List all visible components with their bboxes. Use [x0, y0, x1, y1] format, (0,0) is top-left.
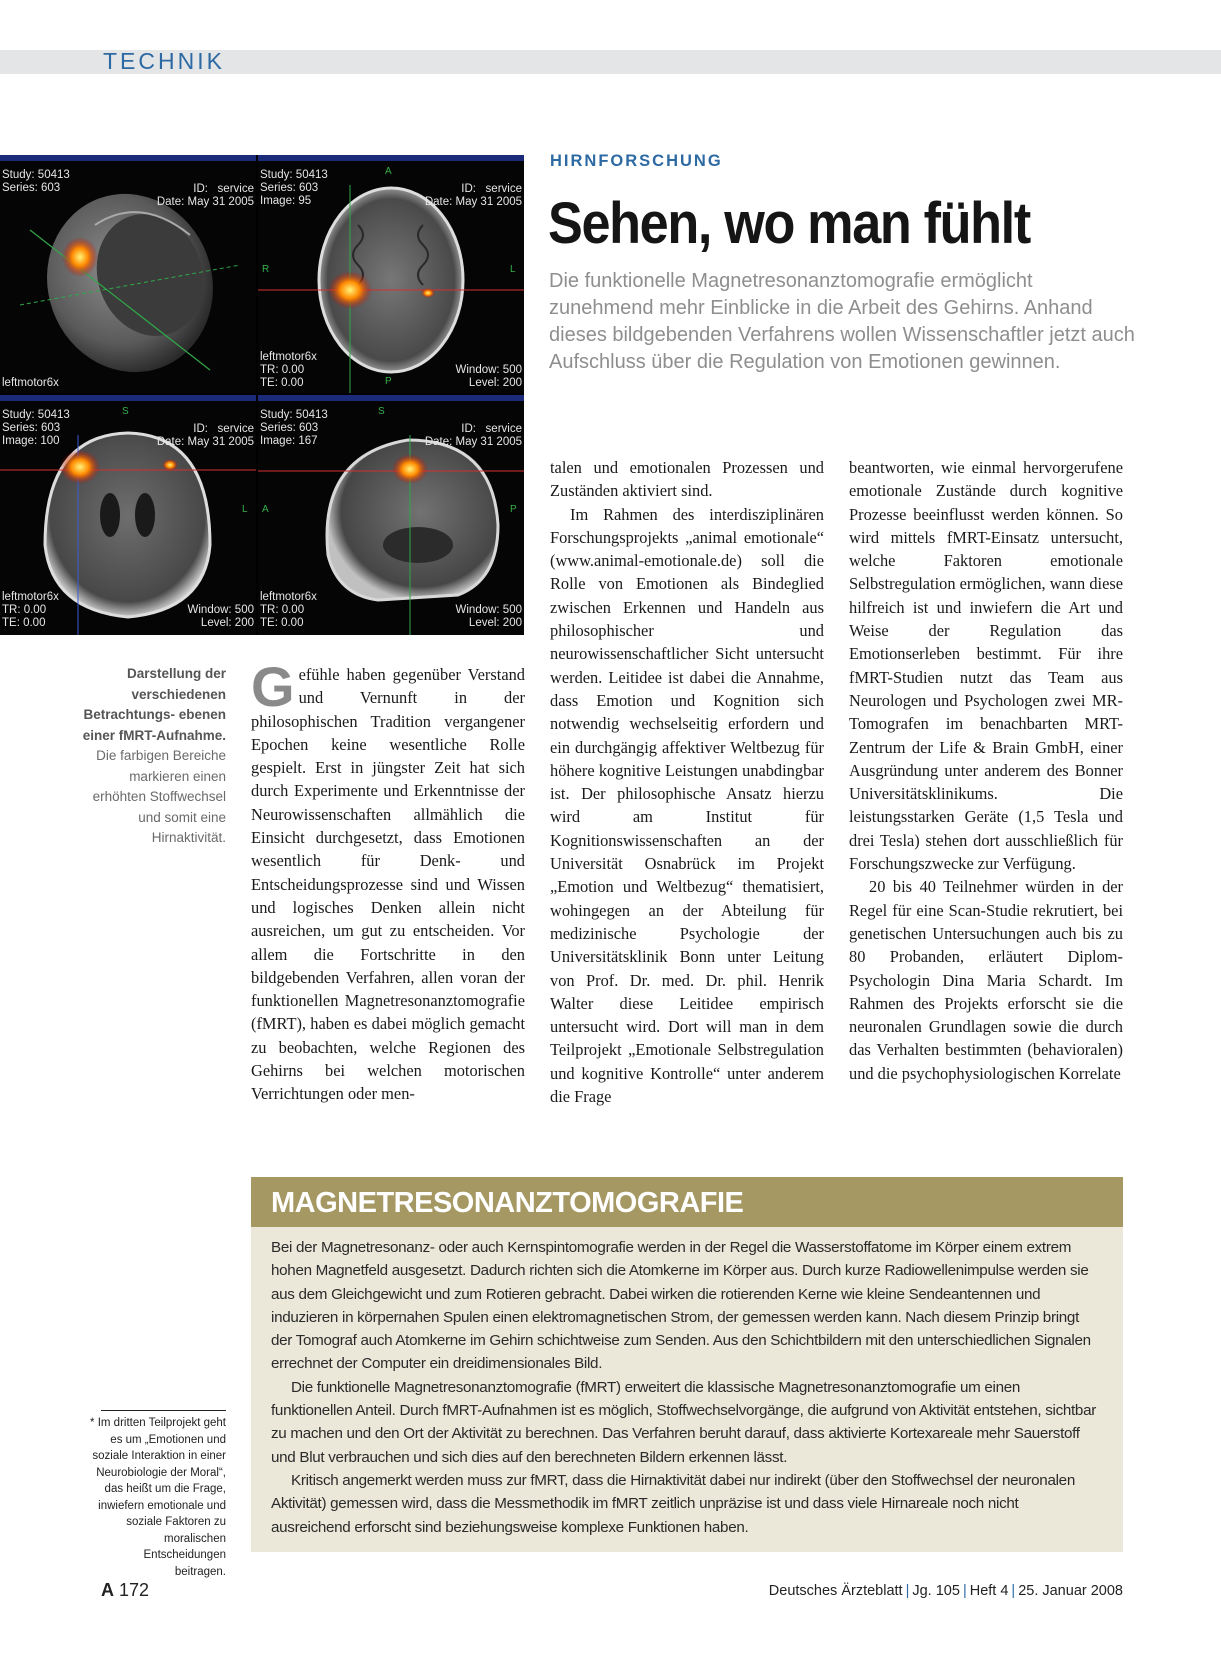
info-box-title: MAGNETRESONANZTOMOGRAFIE — [251, 1177, 1123, 1227]
mri-panel-axial — [258, 155, 524, 393]
panel2-info-left: Study: 50413 Series: 603 Image: 95 — [260, 169, 328, 207]
body-column-1 — [251, 655, 525, 1106]
panel2-orient-r: R — [262, 264, 270, 275]
mri-panel-sagittal — [258, 395, 524, 635]
body-col2-p2: Im Rahmen des interdisziplinären Forschungsprojekts „animal emotionale“ (www.animal-emotionale.de) soll die Rolle von Emotionen als Bindeglied zwischen Erkennen und Handeln aus philosophischer und neurowissenschaftlicher Sicht untersucht werden. Leitidee ist dabei die Annahme, dass Emotion und Kognition sich notwendig wechselseitig erfordern und ein durchgängig affektiver Weltbezug für höhere kognitive Leistungen unabdingbar ist. Der philosophische Ansatz hierzu wird am Institut für Kognitionswissenschaften an der Universität Osnabrück im Projekt „Emotion und Weltbezug“ thematisiert, wohingegen an der Abteilung für medizinische Psychologie der Universitätsklinik Bonn unter Leitung von Prof. Dr. med. Dr. phil. Henrik Walter diese Leitidee empirisch untersucht wird. Dort will man in dem Teilprojekt „Emotionale Selbstregulation und kognitive Kontrolle“ unter anderem die Frage — [550, 504, 824, 1107]
page-prefix: A — [101, 1580, 114, 1600]
panel3-info-bottom-right: Window: 500 Level: 200 — [187, 604, 254, 629]
footnote-rule — [101, 1410, 226, 1411]
section-label: TECHNIK — [103, 48, 225, 74]
journal-date: 25. Januar 2008 — [1018, 1583, 1123, 1599]
body-col1-text: efühle haben gegenüber Verstand und Vernunft in der philosophischen Tradition vergangener Epochen keine wesentliche Rolle gespielt. Erst in jüngster Zeit hat sich durch Experimente und Erkenntnisse der Neurowissenschaften allmählich die Einsicht durchgesetzt, dass Emotionen wesentlich für Denk- und Entscheidungsprozesse sind und Wissen und logisches Denken allein nicht ausreichen, um gut zu entscheiden. Vor allem die Fortschritte in den bildgebenden Verfahren, allen voran der funktionellen Magnetresonanztomografie (fMRT), haben es dabei möglich gemacht zu beobachten, welche Regionen des Gehirns bei welchen motorischen Verrichtungen oder men- — [251, 665, 525, 1104]
panel4-info-right: ID: service Date: May 31 2005 — [424, 423, 522, 448]
panel3-orient-l: L — [242, 504, 248, 515]
footnote: * Im dritten Teilprojekt geht es um „Emotionen und soziale Interaktion in einer Neurobiologie der Moral“, das heißt um die Frage, inwiefern emotionale und soziale Faktoren zu moralischen Entscheidungen beitragen. — [90, 1417, 226, 1578]
journal-info: Deutsches Ärzteblatt | Jg. 105 | Heft 4 | 25. Januar 2008 — [768, 1583, 1123, 1599]
panel3-orient-s: S — [122, 406, 129, 417]
panel4-info-bottom-left: leftmotor6x TR: 0.00 TE: 0.00 — [260, 591, 317, 629]
panel1-info-right: ID: service Date: May 31 2005 — [156, 183, 254, 208]
panel2-info-bottom-right: Window: 500 Level: 200 — [455, 364, 522, 389]
body-col2-p1: talen und emotionalen Prozessen und Zuständen aktiviert sind. — [550, 458, 824, 501]
info-box — [251, 1177, 1123, 1552]
panel2-orient-p: P — [385, 376, 392, 387]
body-col3-p1: beantworten, wie einmal hervorgerufene emotionale Zustände durch kognitive Prozesse beeinflusst werden können. So wird mittels fMRT-Einsatz untersucht, welche Faktoren emotionale Selbstregulation ermöglichen, wann diese hilfreich ist und inwiefern die Art und Weise der Regulation das Emotionserleben bestimmt. Für ihre fMRT-Studien nutzt das Team aus Neurologen und Psychologen zwei MR-Tomografen im benachbarten MRT-Zentrum der Life & Brain GmbH, einer Ausgründung unter anderem des Bonner Universitätsklinikums. Die leistungsstarken Geräte (1,5 Tesla und drei Tesla) stehen dort ausschließlich für Forschungszwecke zur Verfügung. — [849, 458, 1124, 874]
info-box-body — [251, 1227, 1123, 1539]
drop-cap: G — [251, 655, 295, 718]
panel2-orient-l: L — [510, 264, 516, 275]
mri-panel-3d — [0, 155, 256, 393]
panel4-info-left: Study: 50413 Series: 603 Image: 167 — [260, 409, 328, 447]
panel4-info-bottom-right: Window: 500 Level: 200 — [455, 604, 522, 629]
body-column-3 — [849, 456, 1123, 1085]
panel1-info-left: Study: 50413 Series: 603 — [2, 169, 70, 194]
figure-caption-bold: Darstellung der verschiedenen Betrachtungs- ebenen einer fMRT-Aufnahme. — [82, 666, 226, 743]
figure-caption — [80, 664, 226, 849]
panel2-info-right: ID: service Date: May 31 2005 — [424, 183, 522, 208]
panel2-info-bottom-left: leftmotor6x TR: 0.00 TE: 0.00 — [260, 351, 317, 389]
article-deck: Die funktionelle Magnetresonanztomografie ermöglicht zunehmend mehr Einblicke in die Arbeit des Gehirns. Anhand dieses bildgebenden Verfahrens wollen Wissenschaftler jetzt auch Aufschluss über die Regulation von Emotionen gewinnen. — [549, 270, 1135, 373]
journal-name: Deutsches Ärzteblatt — [768, 1583, 903, 1599]
body-column-2 — [550, 456, 824, 1108]
info-box-p2: Die funktionelle Magnetresonanztomografie (fMRT) erweitert die klassische Magnetresonanztomografie um einen funktionellen Anteil. Durch fMRT-Aufnahmen ist es möglich, Stoffwechselvorgänge, die aufgrund von Aktivität entstehen, sichtbar zu machen und den Ort der Aktivität zu berechnen. Das Verfahren beruht darauf, dass aktivierte Kortexareale mehr Sauerstoff und Blut verbrauchen und sich dies auf den berechneten Bildern erkennen lässt. — [271, 1378, 1096, 1466]
journal-volume: Jg. 105 — [912, 1583, 960, 1599]
panel1-info-bottom: leftmotor6x — [2, 377, 59, 389]
panel4-orient-s: S — [378, 406, 385, 417]
panel3-info-left: Study: 50413 Series: 603 Image: 100 — [2, 409, 70, 447]
body-col3-p2: 20 bis 40 Teilnehmer würden in der Regel für eine Scan-Studie rekrutiert, bei genetischen Untersuchungen auch bis zu 80 Probanden, erläutert Diplom-Psychologin Dina Maria Schardt. Im Rahmen des Projekts erforscht sie die neuronalen Grundlagen sowie die durch das Verhalten bestimmten (behavioralen) und die psychophysiologischen Korrelate — [849, 877, 1123, 1083]
info-box-p1: Bei der Magnetresonanz- oder auch Kernspintomografie werden in der Regel die Wasserstoffatome im Körper einem extrem hohen Magnetfeld ausgesetzt. Dadurch richten sich die Atomkerne im Körper aus. Durch kurze Radiowellenimpulse werden sie aus dem Gleichgewicht und zum Rotieren gebracht. Dabei wirken die rotierenden Kerne wie kleine Sendeantennen und induzieren in körpernahen Spulen einen elektromagnetischen Strom, der gemessen werden kann. Nach diesem Prinzip bringt der Tomograf auch Atomkerne im Gehirn schichtweise zum Senden. Aus den Schichtbildern mit den unterschiedlichen Signalen errechnet der Computer ein dreidimensionales Bild. — [271, 1239, 1091, 1373]
panel4-orient-p: P — [510, 504, 517, 515]
page-number-value: 172 — [119, 1580, 150, 1600]
figure-caption-text: Die farbigen Bereiche markieren einen erhöhten Stoffwechsel und somit eine Hirnaktivität. — [92, 748, 226, 845]
panel2-orient-a: A — [385, 166, 392, 177]
journal-issue: Heft 4 — [969, 1583, 1009, 1599]
panel3-info-right: ID: service Date: May 31 2005 — [156, 423, 254, 448]
fmri-figure — [0, 155, 524, 635]
panel3-info-bottom-left: leftmotor6x TR: 0.00 TE: 0.00 — [2, 591, 59, 629]
article-headline: Sehen, wo man fühlt — [548, 191, 1030, 256]
mri-panel-coronal — [0, 395, 256, 635]
article-kicker: HIRNFORSCHUNG — [550, 152, 723, 170]
panel4-orient-a: A — [262, 504, 269, 515]
page-number — [101, 1580, 149, 1601]
info-box-p3: Kritisch angemerkt werden muss zur fMRT, dass die Hirnaktivität dabei nur indirekt (über den Stoffwechsel der neuronalen Aktivität) gemessen wird, dass die Messmethodik im fMRT zeitlich unpräzise ist und dass viele Hirnareale noch nicht ausreichend erforscht sind beziehungsweise komplexe Funktionen haben. — [271, 1471, 1075, 1536]
